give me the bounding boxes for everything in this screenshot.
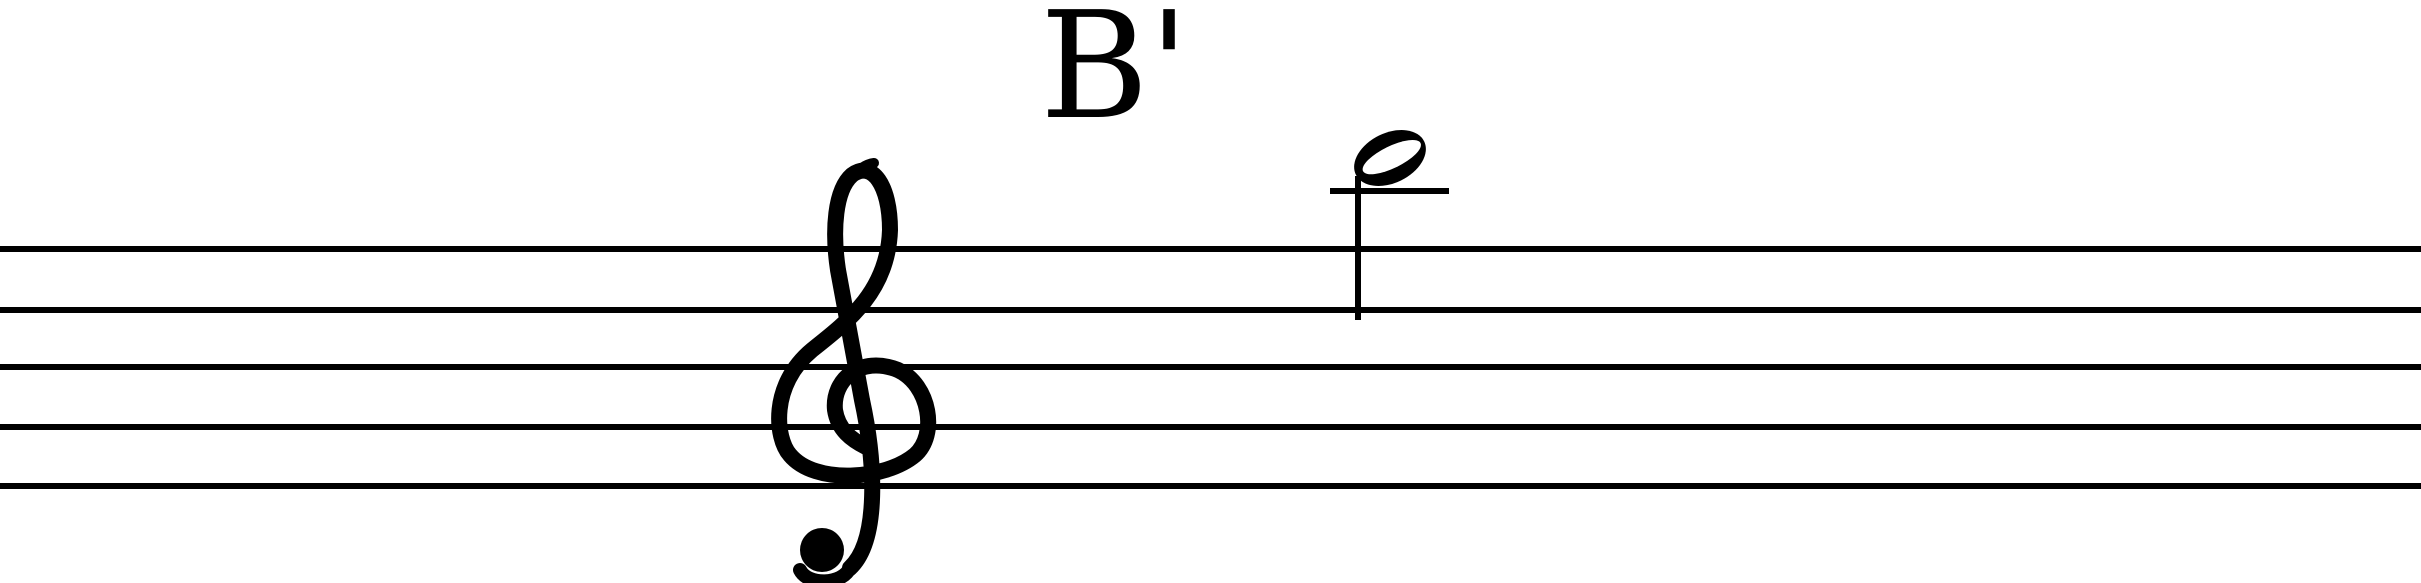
treble-clef-ball	[800, 528, 844, 572]
treble-clef-icon	[779, 163, 928, 581]
half-note	[1345, 119, 1435, 320]
staff-lines	[0, 249, 2421, 486]
note-label: B'	[1040, 0, 1190, 152]
